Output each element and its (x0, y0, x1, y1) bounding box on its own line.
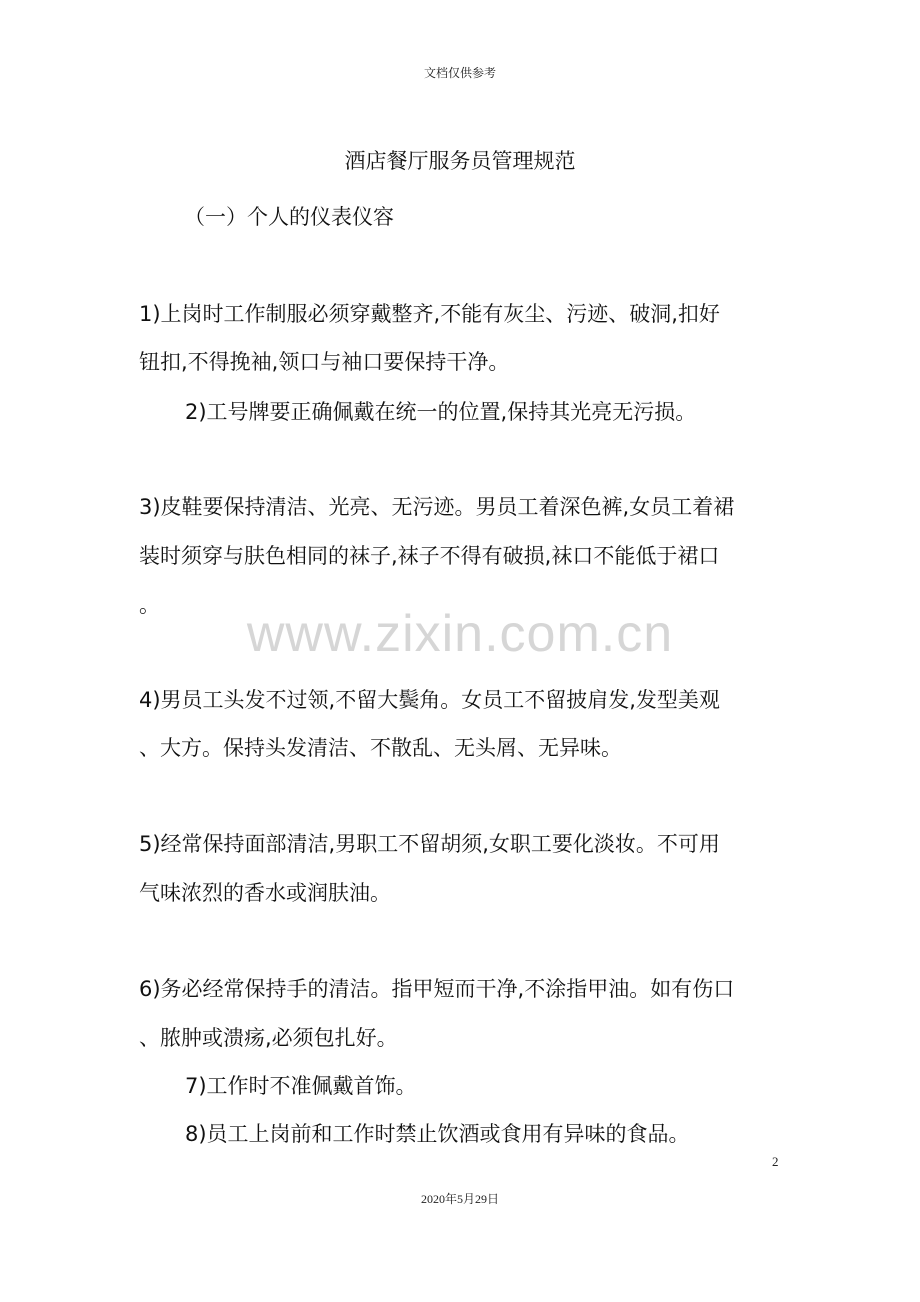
watermark: www.zixin.com.cn (246, 605, 674, 663)
page-number: 2 (772, 1154, 779, 1169)
page-footer-date: 2020年5月29日 (420, 1192, 499, 1206)
paragraph-line: 8)员工上岗前和工作时禁止饮酒或食用有异味的食品。 (185, 1122, 690, 1146)
paragraph-line: 3)皮鞋要保持清洁、光亮、无污迹。男员工着深色裤,女员工着裙 (139, 495, 735, 519)
paragraph-line: 6)务必经常保持手的清洁。指甲短而干净,不涂指甲油。如有伤口 (139, 977, 735, 1001)
paragraph-line: 2)工号牌要正确佩戴在统一的位置,保持其光亮无污损。 (185, 400, 697, 424)
paragraph-line: 钮扣,不得挽袖,领口与袖口要保持干净。 (139, 350, 510, 374)
paragraph-line: 4)男员工头发不过领,不留大鬓角。女员工不留披肩发,发型美观 (139, 688, 720, 712)
paragraph-line: 、大方。保持头发清洁、不散乱、无头屑、无异味。 (139, 736, 622, 760)
section-heading: （一）个人的仪表仪容 (184, 205, 394, 229)
paragraph-line: 、脓肿或溃疡,必须包扎好。 (139, 1026, 398, 1050)
paragraph-line: 7)工作时不准佩戴首饰。 (185, 1074, 417, 1098)
paragraph-line: 1)上岗时工作制服必须穿戴整齐,不能有灰尘、污迹、破洞,扣好 (139, 302, 720, 326)
document-title: 酒店餐厅服务员管理规范 (344, 149, 576, 173)
page-header: 文档仅供参考 (423, 66, 496, 80)
paragraph-line: 。 (139, 593, 160, 617)
paragraph-line: 气味浓烈的香水或润肤油。 (139, 881, 391, 905)
paragraph-line: 5)经常保持面部清洁,男职工不留胡须,女职工要化淡妆。不可用 (139, 832, 720, 856)
paragraph-line: 装时须穿与肤色相同的袜子,袜子不得有破损,袜口不能低于裙口 (139, 544, 720, 568)
